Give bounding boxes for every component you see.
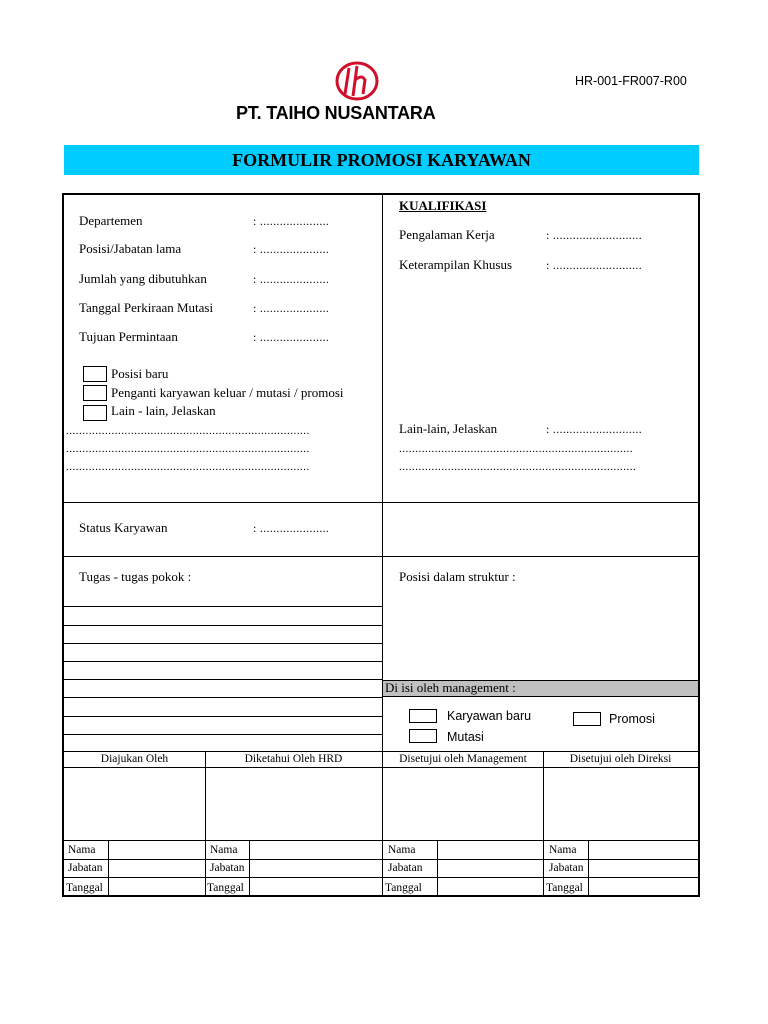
sig-nama-field-1[interactable] [109,841,205,858]
sig-jabatan-label: Jabatan [210,862,245,874]
field-label-tanggal-mutasi: Tanggal Perkiraan Mutasi [79,300,214,315]
signature-box-hrd[interactable] [206,768,382,840]
signature-box-management[interactable] [383,768,543,840]
lain-line-1[interactable]: ........................................................................ [399,443,633,455]
sig-jabatan-label: Jabatan [68,862,103,874]
field-value-keterampilan[interactable]: : ........................... [546,258,643,272]
tugas-label: Tugas - tugas pokok : [79,569,192,584]
explain-line-3[interactable]: ........................................................................... [66,461,310,473]
sig-jabatan-field-1[interactable] [109,860,205,876]
sig-header-diajukan: Diajukan Oleh [100,753,169,765]
divider-status-top [64,502,698,503]
sig-jabatan-label: Jabatan [549,862,584,874]
signature-box-diajukan[interactable] [64,768,205,840]
sig-nama-field-3[interactable] [438,841,543,858]
sig-nama-label: Nama [388,844,416,856]
sig-tanggal-label: Tanggal [546,882,583,894]
field-label-departemen: Departemen [79,213,143,228]
option-karyawan-baru: Karyawan baru [447,709,532,723]
sig-jabatan-field-3[interactable] [438,860,543,876]
field-value-pengalaman[interactable]: : ........................... [546,228,643,242]
tugas-line-3[interactable] [64,643,382,644]
sig-header-management: Disetujui oleh Management [399,753,527,765]
option-posisi-baru: Posisi baru [111,366,169,381]
lain-line-2[interactable]: ......................................................................... [399,461,637,473]
checkbox-karyawan-baru[interactable] [409,709,437,723]
checkbox-penganti[interactable] [83,385,107,401]
taiho-logo-icon [334,60,380,102]
field-label-posisi-lama: Posisi/Jabatan lama [79,241,182,256]
frame-bottom [62,895,700,897]
sig-nama-label: Nama [210,844,238,856]
checkbox-lain-lain[interactable] [83,405,107,421]
company-logo [236,60,478,124]
sig-nama-label: Nama [68,844,96,856]
management-band [383,680,698,697]
field-label-tujuan: Tujuan Permintaan [79,329,178,344]
tugas-line-1[interactable] [64,606,382,607]
sig-nama-field-2[interactable] [250,841,382,858]
option-mutasi: Mutasi [447,730,484,744]
form-title: FORMULIR PROMOSI KARYAWAN [232,150,531,170]
company-name: PT. TAIHO NUSANTARA [236,103,436,123]
sig-jabatan-field-2[interactable] [250,860,382,876]
field-value-tujuan[interactable]: : ..................... [253,330,330,344]
tugas-line-4[interactable] [64,661,382,662]
document-code: HR-001-FR007-R00 [575,74,687,88]
tugas-line-6[interactable] [64,697,382,698]
field-value-jumlah[interactable]: : ..................... [253,272,330,286]
posisi-struktur-label: Posisi dalam struktur : [399,569,516,584]
sig-tanggal-label: Tanggal [207,882,244,894]
sig-header-direksi: Disetujui oleh Direksi [569,753,672,765]
option-penganti: Penganti karyawan keluar / mutasi / promosi [111,385,344,400]
form-title-bar [64,145,699,175]
field-label-pengalaman: Pengalaman Kerja [399,227,495,242]
status-value[interactable]: : ..................... [253,521,330,535]
sig-header-hrd: Diketahui Oleh HRD [244,753,343,765]
field-label-keterampilan: Keterampilan Khusus [399,257,513,272]
sig-nama-label: Nama [549,844,577,856]
checkbox-promosi[interactable] [573,712,601,726]
explain-line-2[interactable]: ........................................................................... [66,443,310,455]
kualifikasi-heading: KUALIFIKASI [399,198,487,213]
sig-jabatan-label: Jabatan [388,862,423,874]
sig-tanggal-field-3[interactable] [438,878,543,894]
option-promosi: Promosi [609,712,655,726]
checkbox-posisi-baru[interactable] [83,366,107,382]
divider-status-bottom [64,556,698,557]
option-lain-lain: Lain - lain, Jelaskan [111,403,216,418]
frame-right [698,193,700,897]
field-label-lain: Lain-lain, Jelaskan [399,421,498,436]
tugas-line-8[interactable] [64,734,382,735]
explain-line-1[interactable]: ........................................................................... [66,425,310,437]
field-label-jumlah: Jumlah yang dibutuhkan [79,271,207,286]
sig-jabatan-field-4[interactable] [589,860,698,876]
sig-tanggal-label: Tanggal [66,882,103,894]
status-label: Status Karyawan [79,520,168,535]
field-value-departemen[interactable]: : ..................... [253,214,330,228]
checkbox-mutasi[interactable] [409,729,437,743]
frame-top [62,193,700,195]
sig-tanggal-field-4[interactable] [589,878,698,894]
management-label: Di isi oleh management : [385,680,516,695]
field-value-posisi-lama[interactable]: : ..................... [253,242,330,256]
sig-nama-field-4[interactable] [589,841,698,858]
field-value-tanggal-mutasi[interactable]: : ..................... [253,301,330,315]
tugas-line-5[interactable] [64,679,382,680]
field-value-lain[interactable]: : ........................... [546,422,643,436]
signature-box-direksi[interactable] [544,768,698,840]
tugas-line-7[interactable] [64,716,382,717]
sig-tanggal-field-2[interactable] [250,878,382,894]
tugas-line-2[interactable] [64,625,382,626]
sig-tanggal-field-1[interactable] [109,878,205,894]
sig-tanggal-label: Tanggal [385,882,422,894]
